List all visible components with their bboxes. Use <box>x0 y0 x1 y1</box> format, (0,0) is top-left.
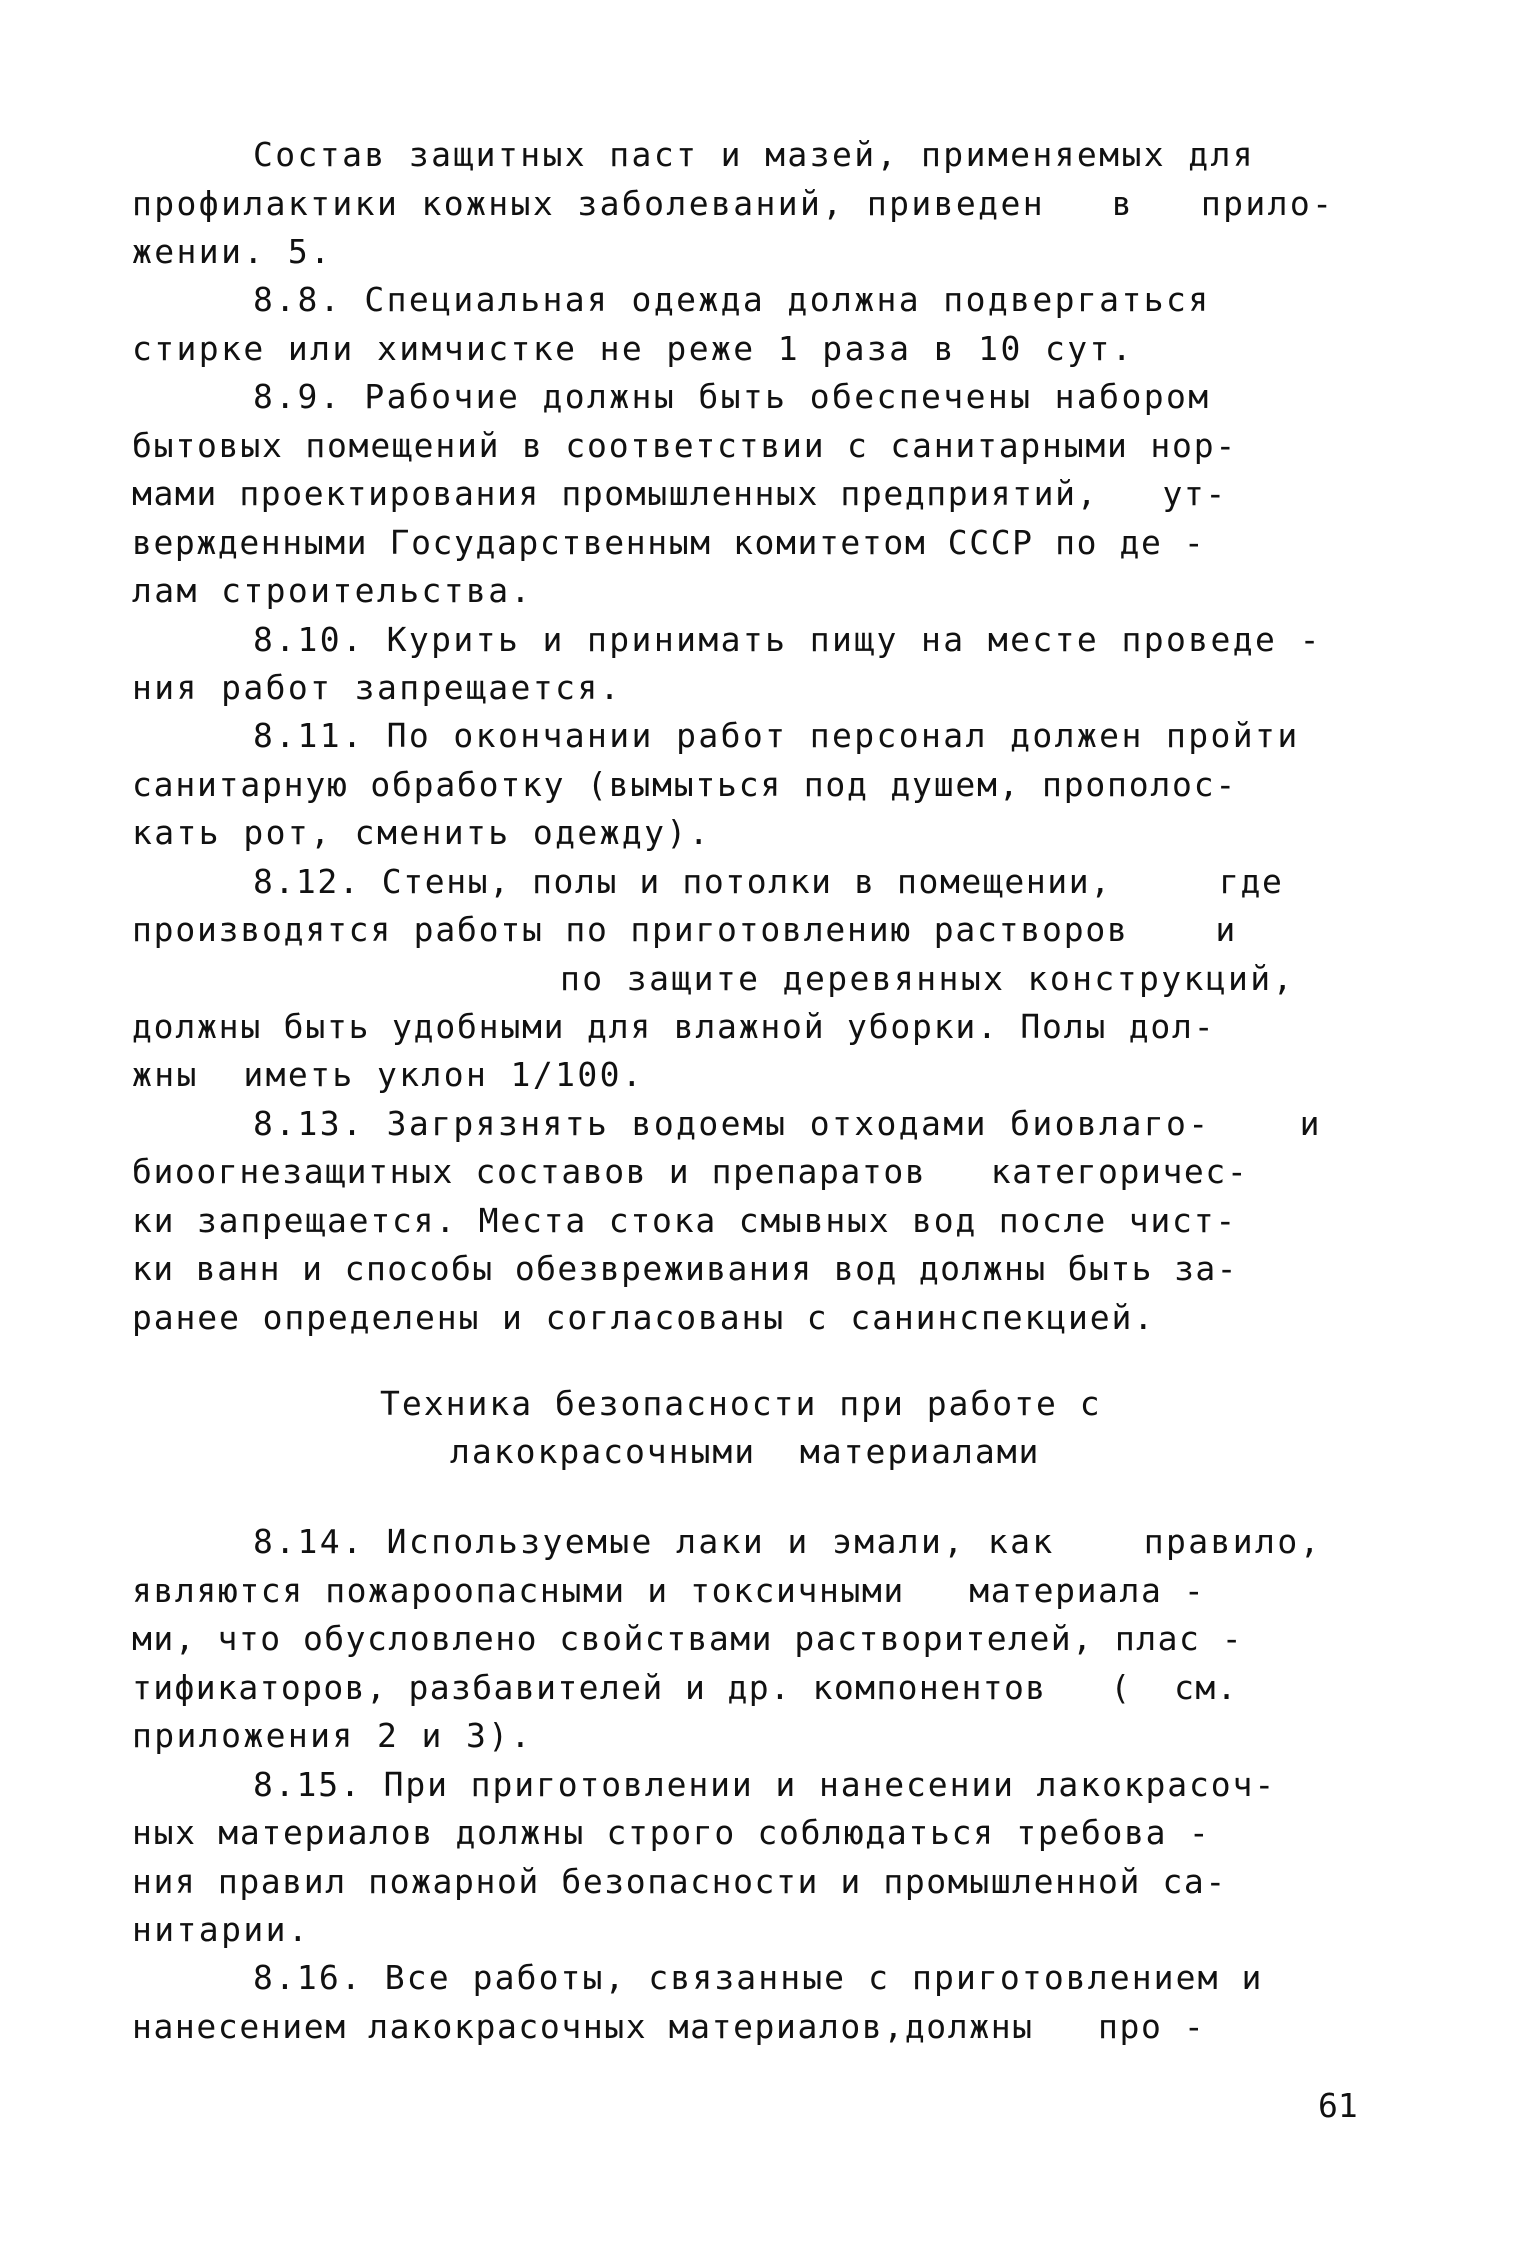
text-line: профилактики кожных заболеваний, приведен в прило- <box>132 184 1335 223</box>
text-line: нитарии. <box>132 1910 311 1949</box>
text-line: биоогнезащитных составов и препаратов категоричес- <box>132 1152 1249 1191</box>
text-line: стирке или химчистке не реже 1 раза в 10 сут. <box>132 329 1135 368</box>
text-line: ки запрещается. Места стока смывных вод после чист- <box>132 1201 1238 1240</box>
text-line: тификаторов, разбавителей и др. компонентов ( см. <box>132 1668 1238 1707</box>
text-line: бытовых помещений в соответствии с санитарными нор- <box>132 426 1238 465</box>
text-line: ми, что обусловлено свойствами растворителей, плас - <box>132 1619 1244 1658</box>
section-heading: Техника безопасности при работе с <box>380 1384 1102 1423</box>
section-heading: лакокрасочными материалами <box>450 1432 1041 1471</box>
text-line: мами проектирования промышленных предприятий, ут- <box>132 474 1227 513</box>
text-line: ных материалов должны строго соблюдаться требова - <box>132 1813 1211 1852</box>
text-line: 8.11. По окончании работ персонал должен пройти <box>253 716 1300 755</box>
text-line: ния правил пожарной безопасности и промышленной са- <box>132 1862 1227 1901</box>
text-line: 8.12. Стены, полы и потолки в помещении, где <box>253 862 1284 901</box>
text-line: 8.13. Загрязнять водоемы отходами биовлаго- и <box>253 1104 1322 1143</box>
text-line: должны быть удобными для влажной уборки. Полы дол- <box>132 1007 1216 1046</box>
text-line: производятся работы по приготовлению растворов и <box>132 910 1238 949</box>
text-line: приложения 2 и 3). <box>132 1716 533 1755</box>
text-line: 8.14. Используемые лаки и эмали, как правило, <box>253 1522 1322 1561</box>
text-line: вержденными Государственным комитетом СССР по де - <box>132 523 1206 562</box>
text-line: 8.9. Рабочие должны быть обеспечены набором <box>253 377 1211 416</box>
text-line: ния работ запрещается. <box>132 668 622 707</box>
text-line: санитарную обработку (вымыться под душем, прополос- <box>132 765 1238 804</box>
text-line: 8.16. Все работы, связанные с приготовлением и <box>253 1958 1264 1997</box>
text-line: кать рот, сменить одежду). <box>132 813 711 852</box>
text-line: лам строительства. <box>132 571 533 610</box>
text-line: жении. 5. <box>132 232 333 271</box>
text-line: Состав защитных паст и мазей, применяемых для <box>253 135 1256 174</box>
page-number: 61 <box>1318 2086 1358 2125</box>
text-line: 8.10. Курить и принимать пищу на месте проведе - <box>253 620 1322 659</box>
text-line: ки ванн и способы обезвреживания вод должны быть за- <box>132 1249 1238 1288</box>
text-line: по защите деревянных конструкций, <box>560 959 1295 998</box>
text-line: жны иметь уклон 1/100. <box>132 1055 645 1094</box>
text-line: 8.15. При приготовлении и нанесении лакокрасоч- <box>253 1765 1277 1804</box>
text-line: нанесением лакокрасочных материалов,должны про - <box>132 2007 1206 2046</box>
text-line: являются пожароопасными и токсичными материала - <box>132 1571 1206 1610</box>
text-line: 8.8. Специальная одежда должна подвергаться <box>253 280 1211 319</box>
text-line: ранее определены и согласованы с санинспекцией. <box>132 1298 1156 1337</box>
